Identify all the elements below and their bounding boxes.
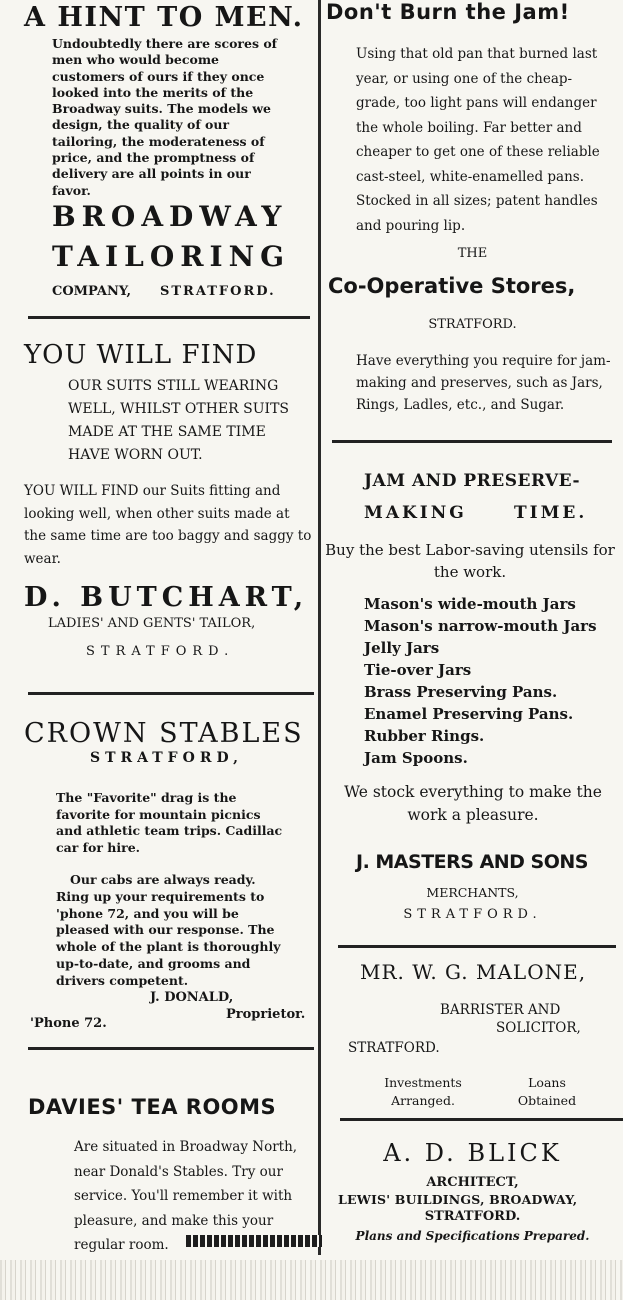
ad-separator xyxy=(338,945,616,948)
malone-loans xyxy=(502,1074,592,1110)
butchart-headline: YOU WILL FIND xyxy=(24,340,258,370)
broadway-company: COMPANY, xyxy=(52,284,131,299)
broadway-name-line1: BROADWAY xyxy=(52,200,288,233)
blick-title: ARCHITECT, xyxy=(426,1175,519,1190)
masters-item-list xyxy=(364,593,597,769)
list-item: Rubber Rings. xyxy=(364,727,485,745)
jam-the: THE xyxy=(457,246,488,261)
jam-store-name: Co-Operative Stores, xyxy=(328,274,576,298)
malone-loans-line1: Loans xyxy=(528,1075,566,1090)
crown-proprietor-title: Proprietor. xyxy=(226,1007,306,1022)
butchart-name: D. BUTCHART, xyxy=(24,582,309,613)
ad-separator xyxy=(28,692,314,695)
crown-para2: Our cabs are always ready. Ring up your requirements to 'phone 72, and you will be pleased with our response. The whole of the plant is thoroughly up-to-date, and grooms and drivers competent. xyxy=(56,872,281,988)
list-item: Jam Spoons. xyxy=(364,749,468,767)
crown-phone: 'Phone 72. xyxy=(30,1016,107,1031)
ad-separator xyxy=(340,1118,623,1121)
ink-smudge-decoration xyxy=(186,1235,322,1247)
butchart-ad xyxy=(0,320,318,692)
butchart-body: YOU WILL FIND our Suits fitting and looking well, when other suits made at the same time are too baggy and saggy to wear. xyxy=(24,483,312,567)
hint-body: Undoubtedly there are scores of men who would become customers of ours if they once looked into the merits of the Broadway suits. The models we design, the quality of our tailoring, the moderateness of price, and the promptness of delivery are all points in our favor. xyxy=(52,36,278,198)
malone-loans-line2: Obtained xyxy=(517,1093,577,1108)
masters-headline-1: JAM AND PRESERVE- xyxy=(364,471,581,491)
masters-name: J. MASTERS AND SONS xyxy=(356,851,588,873)
malone-investments-line1: Investments xyxy=(384,1075,462,1090)
jam-footer: Have everything you require for jam-making and preserves, such as Jars, Rings, Ladles, etc., and Sugar. xyxy=(356,353,611,413)
masters-and-sons-ad xyxy=(322,465,623,950)
masters-trade: MERCHANTS, xyxy=(426,885,519,900)
column-divider xyxy=(318,0,321,1255)
broadway-tailoring-ad xyxy=(0,0,318,318)
crown-town: STRATFORD, xyxy=(90,750,243,766)
hint-headline: A HINT TO MEN. xyxy=(24,2,304,33)
ad-separator xyxy=(28,1047,314,1050)
butchart-line: WELL, WHILST OTHER SUITS xyxy=(68,401,289,417)
crown-headline: CROWN STABLES xyxy=(24,718,304,749)
list-item: Jelly Jars xyxy=(364,639,440,657)
broadway-name-line2: TAILORING xyxy=(52,240,291,273)
list-item: Brass Preserving Pans. xyxy=(364,683,558,701)
butchart-lines xyxy=(68,375,316,467)
masters-headline-2b: TIME. xyxy=(514,503,588,523)
jam-town: STRATFORD. xyxy=(428,317,517,332)
davies-body: Are situated in Broadway North, near Donald's Stables. Try our service. You'll remember it with pleasure, and make this your regular room. xyxy=(74,1139,298,1253)
malone-town: STRATFORD. xyxy=(348,1040,440,1056)
co-operative-stores-ad xyxy=(322,0,623,445)
malone-title-2: SOLICITOR, xyxy=(496,1020,581,1036)
malone-ad xyxy=(322,960,623,1120)
jam-headline: Don't Burn the Jam! xyxy=(326,0,570,24)
crown-para1: The "Favorite" drag is the favorite for mountain picnics and athletic team trips. Cadillac car for hire. xyxy=(56,790,283,855)
jam-body: Using that old pan that burned last year, or using one of the cheap-grade, too light pans will endanger the whole boiling. Far better and cheaper to get one of these reliable cast-steel, white-enamelled pans. Stocked in all sizes; patent handles and pouring lip. xyxy=(356,46,600,234)
malone-investments xyxy=(368,1074,478,1110)
malone-investments-line2: Arranged. xyxy=(391,1093,455,1108)
list-item: Mason's narrow-mouth Jars xyxy=(364,617,597,635)
butchart-line: OUR SUITS STILL WEARING xyxy=(68,378,279,394)
masters-closing: We stock everything to make the work a pleasure. xyxy=(344,783,602,824)
list-item: Tie-over Jars xyxy=(364,661,472,679)
list-item: Enamel Preserving Pans. xyxy=(364,705,574,723)
crown-stables-ad xyxy=(0,700,318,1050)
butchart-line: HAVE WORN OUT. xyxy=(68,447,203,463)
davies-headline: DAVIES' TEA ROOMS xyxy=(28,1095,277,1119)
blick-footer: Plans and Specifications Prepared. xyxy=(355,1229,590,1243)
ad-separator xyxy=(28,316,310,319)
blick-town: STRATFORD. xyxy=(424,1209,521,1224)
masters-intro: Buy the best Labor-saving utensils for the work. xyxy=(325,541,615,581)
malone-title-1: BARRISTER AND xyxy=(440,1002,561,1018)
davies-tea-rooms-ad xyxy=(0,1085,318,1265)
broadway-town: STRATFORD. xyxy=(160,284,276,299)
butchart-town: STRATFORD. xyxy=(86,644,235,659)
butchart-trade: LADIES' AND GENTS' TAILOR, xyxy=(48,616,256,631)
page-edge-noise xyxy=(0,1260,623,1300)
crown-proprietor-name: J. DONALD, xyxy=(150,990,234,1005)
blick-address: LEWIS' BUILDINGS, BROADWAY, xyxy=(338,1192,578,1207)
blick-ad xyxy=(322,1135,623,1265)
butchart-line: MADE AT THE SAME TIME xyxy=(68,424,266,440)
right-column xyxy=(322,0,623,1300)
malone-name: MR. W. G. MALONE, xyxy=(360,960,587,984)
masters-town: STRATFORD. xyxy=(403,907,542,922)
masters-headline-2a: MAKING xyxy=(364,503,467,523)
list-item: Mason's wide-mouth Jars xyxy=(364,595,576,613)
ad-separator xyxy=(332,440,612,443)
blick-name: A. D. BLICK xyxy=(383,1139,562,1167)
